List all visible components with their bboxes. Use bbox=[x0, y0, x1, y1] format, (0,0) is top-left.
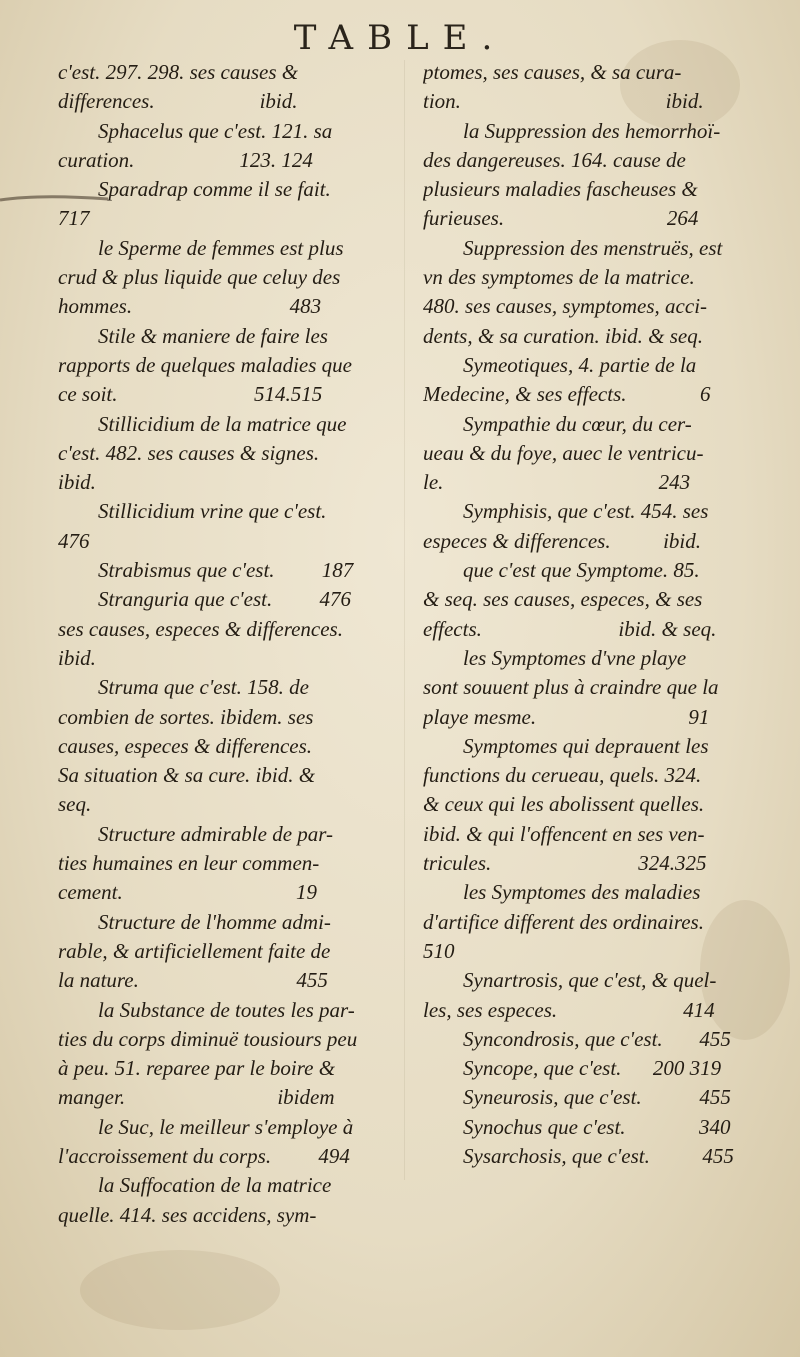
index-line bbox=[423, 1083, 795, 1112]
index-line-text: hommes. 483 bbox=[58, 294, 322, 319]
index-line-text: Stillicidium de la matrice que bbox=[98, 411, 347, 436]
index-line bbox=[58, 497, 430, 526]
index-line-text: 510 bbox=[423, 938, 455, 963]
index-line-text: cement. 19 bbox=[58, 880, 317, 905]
index-line bbox=[58, 556, 430, 585]
index-line bbox=[58, 820, 430, 849]
index-line-text: la nature. 455 bbox=[58, 968, 328, 993]
right-column bbox=[423, 58, 795, 1171]
index-line bbox=[58, 58, 430, 87]
index-line-text: Symphisis, que c'est. 454. ses bbox=[463, 499, 709, 524]
index-line-text: ueau & du foye, auec le ventricu- bbox=[423, 440, 704, 465]
index-line bbox=[58, 175, 430, 204]
index-line bbox=[58, 410, 430, 439]
index-line-text: Stillicidium vrine que c'est. bbox=[98, 499, 327, 524]
index-line-text: & seq. ses causes, especes, & ses bbox=[423, 587, 703, 612]
index-line bbox=[423, 380, 795, 409]
index-line-text: Structure de l'homme admi- bbox=[98, 909, 331, 934]
index-line-text: Sparadrap comme il se fait. bbox=[98, 177, 331, 202]
index-line-text: rapports de quelques maladies que bbox=[58, 352, 352, 377]
index-line bbox=[58, 1201, 430, 1230]
index-line bbox=[58, 1083, 430, 1112]
index-line bbox=[58, 117, 430, 146]
index-line bbox=[423, 1025, 795, 1054]
index-line bbox=[423, 937, 795, 966]
index-line bbox=[423, 439, 795, 468]
index-line-text: ibid. bbox=[58, 470, 96, 495]
index-line-text: playe mesme. 91 bbox=[423, 704, 710, 729]
index-line bbox=[423, 996, 795, 1025]
index-line bbox=[423, 263, 795, 292]
index-line-text: & ceux qui les abolissent quelles. bbox=[423, 792, 705, 817]
index-line-text: Symptomes qui deprauent les bbox=[463, 733, 709, 758]
index-line-text: functions du cerueau, quels. 324. bbox=[423, 763, 702, 788]
index-line bbox=[423, 615, 795, 644]
index-line-text: c'est. 482. ses causes & signes. bbox=[58, 440, 320, 465]
index-line bbox=[423, 703, 795, 732]
index-line bbox=[58, 937, 430, 966]
index-line-text: le Suc, le meilleur s'employe à bbox=[98, 1114, 354, 1139]
index-line bbox=[58, 292, 430, 321]
index-line-text: 476 bbox=[58, 528, 90, 553]
index-line-text: curation. 123. 124 bbox=[58, 147, 313, 172]
index-line bbox=[58, 146, 430, 175]
index-line-text: Symeotiques, 4. partie de la bbox=[463, 352, 697, 377]
index-line-text: ties humaines en leur commen- bbox=[58, 851, 320, 876]
index-line-text: tricules. 324.325 bbox=[423, 851, 707, 876]
index-line bbox=[58, 761, 430, 790]
index-line bbox=[58, 615, 430, 644]
index-line-text: les, ses especes. 414 bbox=[423, 997, 715, 1022]
index-line-text: crud & plus liquide que celuy des bbox=[58, 265, 341, 290]
index-line bbox=[58, 439, 430, 468]
index-line bbox=[423, 1054, 795, 1083]
index-line-text: effects. ibid. & seq. bbox=[423, 616, 717, 641]
index-line-text: Structure admirable de par- bbox=[98, 821, 334, 846]
index-line bbox=[423, 790, 795, 819]
index-line-text: quelle. 414. ses accidens, sym- bbox=[58, 1202, 317, 1227]
index-line bbox=[58, 585, 430, 614]
index-line bbox=[423, 322, 795, 351]
index-line bbox=[423, 556, 795, 585]
left-column bbox=[58, 58, 430, 1230]
index-line-text: que c'est que Symptome. 85. bbox=[463, 558, 700, 583]
index-line-text: causes, especes & differences. bbox=[58, 733, 313, 758]
index-line-text: Suppression des menstruës, est bbox=[463, 235, 723, 260]
index-line-text: sont souuent plus à craindre que la bbox=[423, 675, 719, 700]
index-line-text: la Suppression des hemorrhoï- bbox=[463, 118, 721, 143]
page-header: TABLE. bbox=[293, 18, 507, 58]
index-line-text: rable, & artificiellement faite de bbox=[58, 938, 331, 963]
index-line-text: les Symptomes des maladies bbox=[463, 880, 701, 905]
index-line-text: Sphacelus que c'est. 121. sa bbox=[98, 118, 333, 143]
index-line-text: c'est. 297. 298. ses causes & bbox=[58, 60, 304, 84]
index-line bbox=[423, 468, 795, 497]
index-line bbox=[423, 908, 795, 937]
index-line-text: Sysarchosis, que c'est. 455 bbox=[463, 1143, 734, 1168]
index-line bbox=[58, 527, 430, 556]
index-line bbox=[58, 1142, 430, 1171]
index-line bbox=[423, 849, 795, 878]
index-line bbox=[58, 878, 430, 907]
index-line-text: Struma que c'est. 158. de bbox=[98, 675, 309, 700]
index-line-text: differences. ibid. bbox=[58, 89, 298, 114]
index-line-text: d'artifice different des ordinaires. bbox=[423, 909, 704, 934]
index-line bbox=[58, 966, 430, 995]
index-line bbox=[423, 351, 795, 380]
index-line-text: Stranguria que c'est. 476 bbox=[98, 587, 351, 612]
index-line bbox=[423, 732, 795, 761]
index-line-text: 480. ses causes, symptomes, acci- bbox=[423, 294, 708, 319]
index-line-text: ibid. bbox=[58, 645, 96, 670]
index-line-text: à peu. 51. reparee par le boire & bbox=[58, 1056, 336, 1081]
index-line bbox=[423, 644, 795, 673]
index-line bbox=[58, 1113, 430, 1142]
index-line-text: especes & differences. ibid. bbox=[423, 528, 701, 553]
index-line-text: ses causes, especes & differences. bbox=[58, 616, 343, 641]
index-line-text: combien de sortes. ibidem. ses bbox=[58, 704, 314, 729]
index-line bbox=[423, 527, 795, 556]
index-line-text: des dangereuses. 164. cause de bbox=[423, 147, 686, 172]
index-line-text: le. 243 bbox=[423, 470, 691, 495]
index-line-text: Stile & maniere de faire les bbox=[98, 323, 328, 348]
index-line bbox=[58, 380, 430, 409]
index-line-text: Synochus que c'est. 340 bbox=[463, 1114, 731, 1139]
index-line-text: 717 bbox=[58, 206, 90, 231]
index-line-text: Syncope, que c'est. 200 319 bbox=[463, 1056, 722, 1081]
index-line bbox=[423, 585, 795, 614]
index-line bbox=[423, 673, 795, 702]
index-line bbox=[58, 468, 430, 497]
index-line-text: Strabismus que c'est. 187 bbox=[98, 558, 354, 583]
index-line bbox=[58, 204, 430, 233]
index-line-text: la Substance de toutes les par- bbox=[98, 997, 355, 1022]
index-line-text: furieuses. 264 bbox=[423, 206, 699, 231]
index-line bbox=[58, 703, 430, 732]
index-line bbox=[58, 644, 430, 673]
index-line bbox=[423, 234, 795, 263]
index-line bbox=[423, 497, 795, 526]
index-line bbox=[423, 1142, 795, 1171]
index-line-text: la Suffocation de la matrice bbox=[98, 1173, 332, 1198]
index-line-text: Synartrosis, que c'est, & quel- bbox=[463, 968, 717, 993]
index-line bbox=[58, 908, 430, 937]
index-line bbox=[423, 878, 795, 907]
index-line bbox=[423, 175, 795, 204]
index-line-text: ibid. & qui l'offencent en ses ven- bbox=[423, 821, 705, 846]
index-line bbox=[423, 204, 795, 233]
index-line-text: Syncondrosis, que c'est. 455 bbox=[463, 1026, 731, 1051]
index-line bbox=[423, 820, 795, 849]
index-line bbox=[58, 1054, 430, 1083]
index-line-text: ptomes, ses causes, & sa cura- bbox=[423, 60, 682, 84]
index-line bbox=[58, 263, 430, 292]
index-line-text: vn des symptomes de la matrice. bbox=[423, 265, 695, 290]
index-line bbox=[423, 87, 795, 116]
index-line-text: l'accroissement du corps. 494 bbox=[58, 1143, 350, 1168]
index-line-text: les Symptomes d'vne playe bbox=[463, 645, 687, 670]
index-line bbox=[58, 351, 430, 380]
paper-stain bbox=[80, 1250, 280, 1330]
index-line-text: Sympathie du cœur, du cer- bbox=[463, 411, 692, 436]
index-line bbox=[423, 292, 795, 321]
index-line-text: manger. ibidem bbox=[58, 1085, 335, 1110]
index-line bbox=[423, 1113, 795, 1142]
index-line-text: ce soit. 514.515 bbox=[58, 382, 323, 407]
index-line bbox=[58, 996, 430, 1025]
index-line bbox=[423, 146, 795, 175]
index-line bbox=[58, 322, 430, 351]
index-line-text: Sa situation & sa cure. ibid. & bbox=[58, 763, 316, 788]
index-line-text: le Sperme de femmes est plus bbox=[98, 235, 344, 260]
index-line bbox=[58, 673, 430, 702]
index-line bbox=[58, 732, 430, 761]
index-line-text: Medecine, & ses effects. 6 bbox=[423, 382, 711, 407]
index-line bbox=[58, 234, 430, 263]
index-line bbox=[58, 1171, 430, 1200]
index-line-text: ties du corps diminuë tousiours peu bbox=[58, 1026, 358, 1051]
index-line bbox=[423, 761, 795, 790]
index-line-text: seq. bbox=[58, 792, 92, 817]
index-line-text: tion. ibid. bbox=[423, 89, 704, 114]
index-line bbox=[423, 117, 795, 146]
index-line bbox=[423, 58, 795, 87]
index-line bbox=[58, 1025, 430, 1054]
index-line bbox=[58, 849, 430, 878]
index-line-text: Syneurosis, que c'est. 455 bbox=[463, 1085, 731, 1110]
index-line-text: plusieurs maladies fascheuses & bbox=[423, 177, 698, 202]
index-line bbox=[58, 87, 430, 116]
index-line-text: dents, & sa curation. ibid. & seq. bbox=[423, 323, 703, 348]
index-line bbox=[58, 790, 430, 819]
index-line bbox=[423, 410, 795, 439]
index-line bbox=[423, 966, 795, 995]
